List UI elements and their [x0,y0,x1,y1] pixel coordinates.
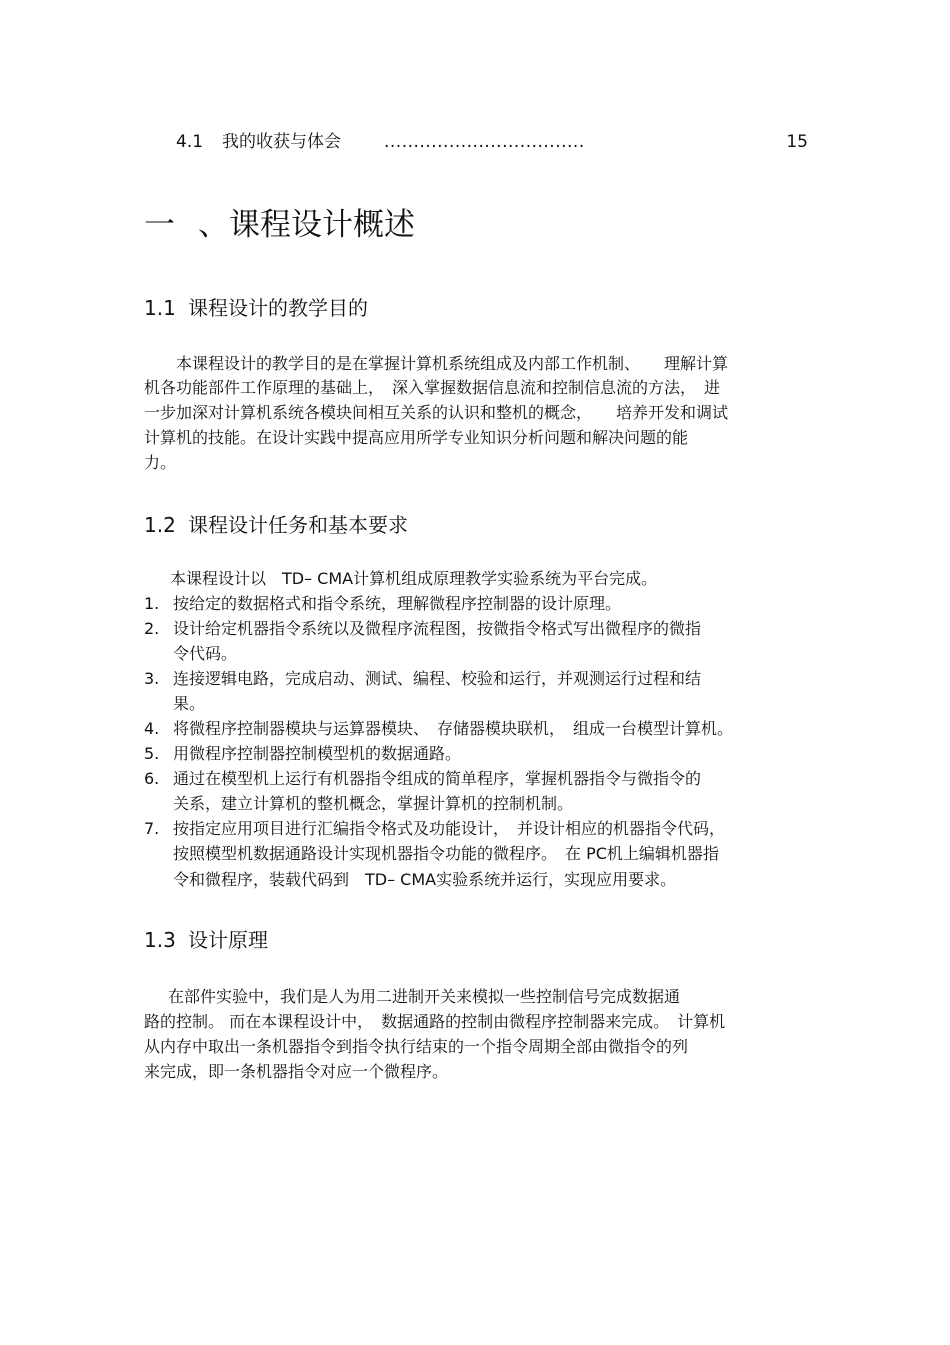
paragraph-line: 本课程设计以 TD– CMA计算机组成原理教学实验系统为平台完成。 [170,569,658,588]
toc-title: 我的收获与体会 [222,132,341,152]
list-item-continuation: 果。 [173,694,206,713]
paragraph-line: 本课程设计的教学目的是在掌握计算机系统组成及内部工作机制、 理解计算 [176,354,729,373]
list-item-continuation: 令代码。 [173,644,238,663]
list-item-number: 4. [144,719,160,738]
section-title: 设计原理 [188,928,268,952]
list-item-text: 用微程序控制器控制模型机的数据通路。 [173,744,462,763]
paragraph-line: 一步加深对计算机系统各模块间相互关系的认识和整机的概念， 培养开发和调试 [144,403,729,422]
list-item-continuation: 按照模型机数据通路设计实现机器指令功能的微程序。 在 PC机上编辑机器指 [173,844,719,863]
paragraph-line: 在部件实验中，我们是人为用二进制开关来模拟一些控制信号完成数据通 [168,987,681,1006]
chapter-heading [144,203,415,247]
chapter-number: 一 [144,207,175,243]
section-heading-1-3 [144,926,268,954]
paragraph-line: 从内存中取出一条机器指令到指令执行结束的一个指令周期全部由微指令的列 [144,1037,689,1056]
section-number: 1.1 [144,296,176,320]
section-number: 1.3 [144,928,176,952]
paragraph-line: 计算机的技能。在设计实践中提高应用所学专业知识分析问题和解决问题的能 [144,428,689,447]
section-title: 课程设计的教学目的 [188,296,368,320]
chapter-title: 、课程设计概述 [198,207,415,243]
list-item-text: 设计给定机器指令系统以及微程序流程图，按微指令格式写出微程序的微指 [173,619,702,638]
paragraph-line: 力。 [144,453,177,472]
paragraph-line: 路的控制。 而在本课程设计中， 数据通路的控制由微程序控制器来完成。 计算机 [144,1012,726,1031]
list-item-text: 按指定应用项目进行汇编指令格式及功能设计， 并设计相应的机器指令代码， [173,819,726,838]
list-item-text: 将微程序控制器模块与运算器模块、 存储器模块联机， 组成一台模型计算机。 [173,719,734,738]
section-heading-1-2 [144,511,408,539]
list-item-number: 3. [144,669,160,688]
list-item-text: 按给定的数据格式和指令系统，理解微程序控制器的设计原理。 [173,594,622,613]
list-item-continuation: 关系，建立计算机的整机概念，掌握计算机的控制机制。 [173,794,574,813]
section-number: 1.2 [144,513,176,537]
list-item-text: 连接逻辑电路，完成启动、测试、编程、校验和运行，并观测运行过程和结 [173,669,702,688]
list-item-number: 2. [144,619,160,638]
paragraph-line: 机各功能部件工作原理的基础上， 深入掌握数据信息流和控制信息流的方法， 进 [144,378,721,397]
list-item-number: 7. [144,819,160,838]
toc-leader-dots: .................................. [384,132,585,152]
list-item-number: 5. [144,744,160,763]
paragraph-line: 来完成，即一条机器指令对应一个微程序。 [144,1062,449,1081]
toc-number: 4.1 [176,132,204,152]
list-item-text: 通过在模型机上运行有机器指令组成的简单程序，掌握机器指令与微指令的 [173,769,702,788]
section-title: 课程设计任务和基本要求 [188,513,408,537]
toc-entry[interactable] [176,130,808,154]
section-heading-1-1 [144,294,368,322]
list-item-number: 1. [144,594,160,613]
toc-page-number: 15 [786,132,808,152]
list-item-number: 6. [144,769,160,788]
list-item-continuation: 令和微程序，装载代码到 TD– CMA实验系统并运行，实现应用要求。 [173,870,677,889]
